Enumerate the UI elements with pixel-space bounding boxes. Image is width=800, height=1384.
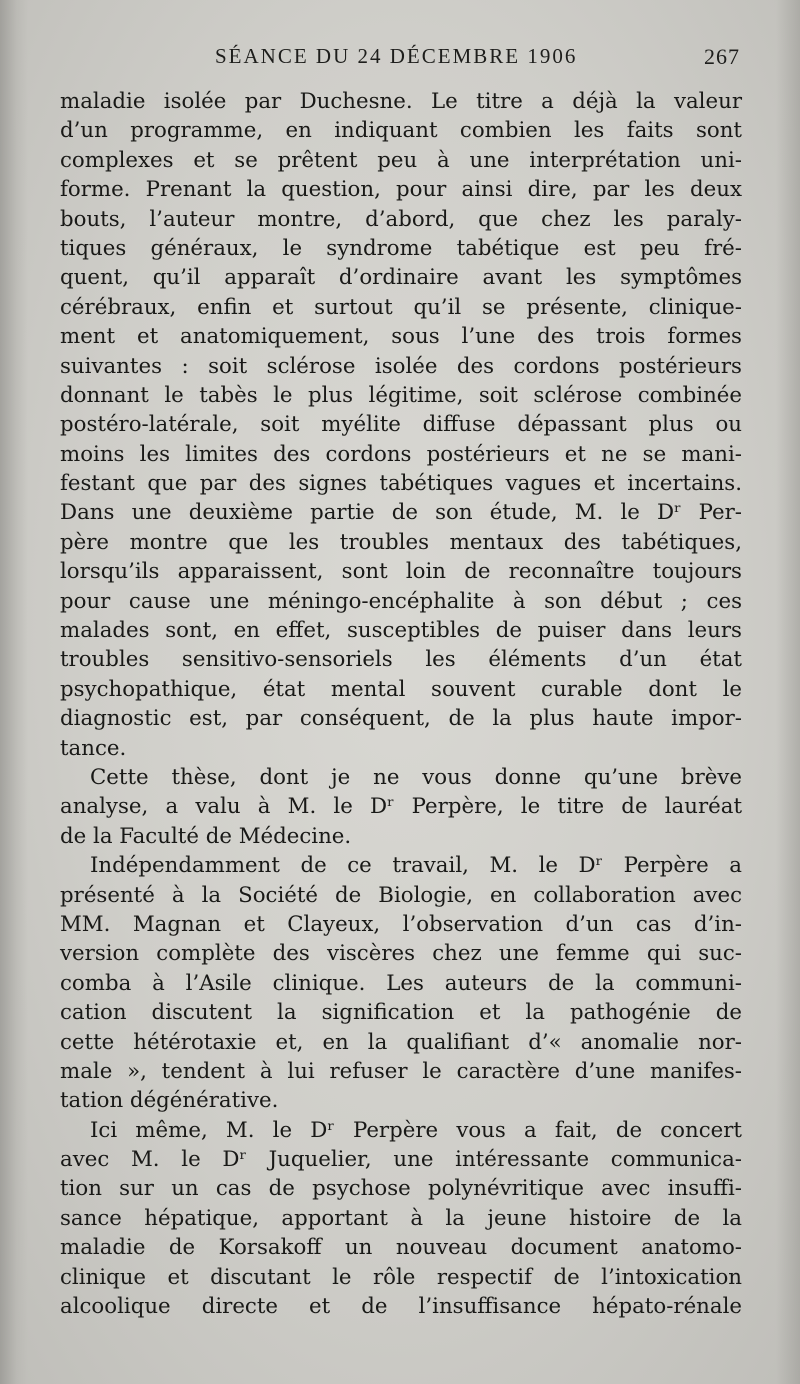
text-line: tion sur un cas de psychose polynévritique avec insuffi- [60,1176,742,1202]
body-text [60,87,742,1321]
text-line: bouts, l’auteur montre, d’abord, que chez les paraly- [60,206,742,232]
text-line: version complète des viscères chez une femme qui suc- [60,941,742,967]
text-line: analyse, a valu à M. le Dʳ Perpère, le titre de lauréat [60,794,742,820]
text-line: male », tendent à lui refuser le caractère d’une manifes- [60,1058,742,1084]
text-line: quent, qu’il apparaît d’ordinaire avant les symptômes [60,265,742,291]
text-line: forme. Prenant la question, pour ainsi dire, par les deux [60,177,742,203]
page-gutter-shadow [0,0,28,1384]
text-line: diagnostic est, par conséquent, de la plus haute impor- [60,706,742,732]
text-line: troubles sensitivo-sensoriels les éléments d’un état [60,647,742,673]
text-line: Indépendamment de ce travail, M. le Dʳ Perpère a [90,853,742,879]
text-line: comba à l’Asile clinique. Les auteurs de la communi- [60,970,742,996]
text-line: de la Faculté de Médecine. [60,823,352,849]
text-line: moins les limites des cordons postérieurs et ne se mani- [60,441,742,467]
text-line: maladie isolée par Duchesne. Le titre a déjà la valeur [60,89,742,114]
text-line: clinique et discutant le rôle respectif de l’intoxication [60,1264,742,1290]
text-line: Ici même, M. le Dʳ Perpère vous a fait, de concert [90,1117,742,1143]
page-edge-shadow [776,0,800,1384]
text-line: complexes et se prêtent peu à une interprétation uni- [60,147,742,173]
text-line: cette hétérotaxie et, en la qualifiant d’« anomalie nor- [60,1029,742,1055]
text-line: festant que par des signes tabétiques vagues et incertains. [60,471,742,497]
text-line: MM. Magnan et Clayeux, l’observation d’un cas d’in- [60,911,742,937]
text-line: lorsqu’ils apparaissent, sont loin de reconnaître toujours [60,559,742,585]
text-line: donnant le tabès le plus légitime, soit sclérose combinée [60,382,742,408]
text-line: avec M. le Dʳ Juquelier, une intéressante communica- [60,1147,742,1173]
text-line: suivantes : soit sclérose isolée des cordons postérieurs [60,353,742,379]
text-line: tiques généraux, le syndrome tabétique est peu fré- [60,235,742,261]
text-line: sance hépatique, apportant à la jeune histoire de la [60,1205,742,1231]
page-number: 267 [704,44,740,69]
page-header [60,44,740,80]
text-line: postéro-latérale, soit myélite diffuse dépassant plus ou [60,412,742,438]
text-line: père montre que les troubles mentaux des tabétiques, [60,529,742,555]
text-line: psychopathique, état mental souvent curable dont le [60,676,742,702]
text-line: ment et anatomiquement, sous l’une des trois formes [60,324,742,350]
text-line: pour cause une méningo-encéphalite à son début ; ces [60,588,742,614]
text-line: tation dégénérative. [60,1088,279,1114]
text-line: d’un programme, en indiquant combien les faits sont [60,118,742,144]
text-line: tance. [60,735,127,761]
text-line: Dans une deuxième partie de son étude, M. le Dʳ Per- [60,500,742,526]
text-line: Cette thèse, dont je ne vous donne qu’une brève [90,764,742,790]
text-line: maladie de Korsakoff un nouveau document anatomo- [60,1235,742,1261]
text-line: malades sont, en effet, susceptibles de puiser dans leurs [60,618,742,644]
text-line: présenté à la Société de Biologie, en collaboration avec [60,882,742,908]
text-line: cérébraux, enfin et surtout qu’il se présente, clinique- [60,294,742,320]
text-line: cation discutent la signification et la pathogénie de [60,1000,742,1026]
text-line: alcoolique directe et de l’insuffisance hépato-rénale [60,1294,742,1320]
running-head: SÉANCE DU 24 DÉCEMBRE 1906 [215,44,578,68]
